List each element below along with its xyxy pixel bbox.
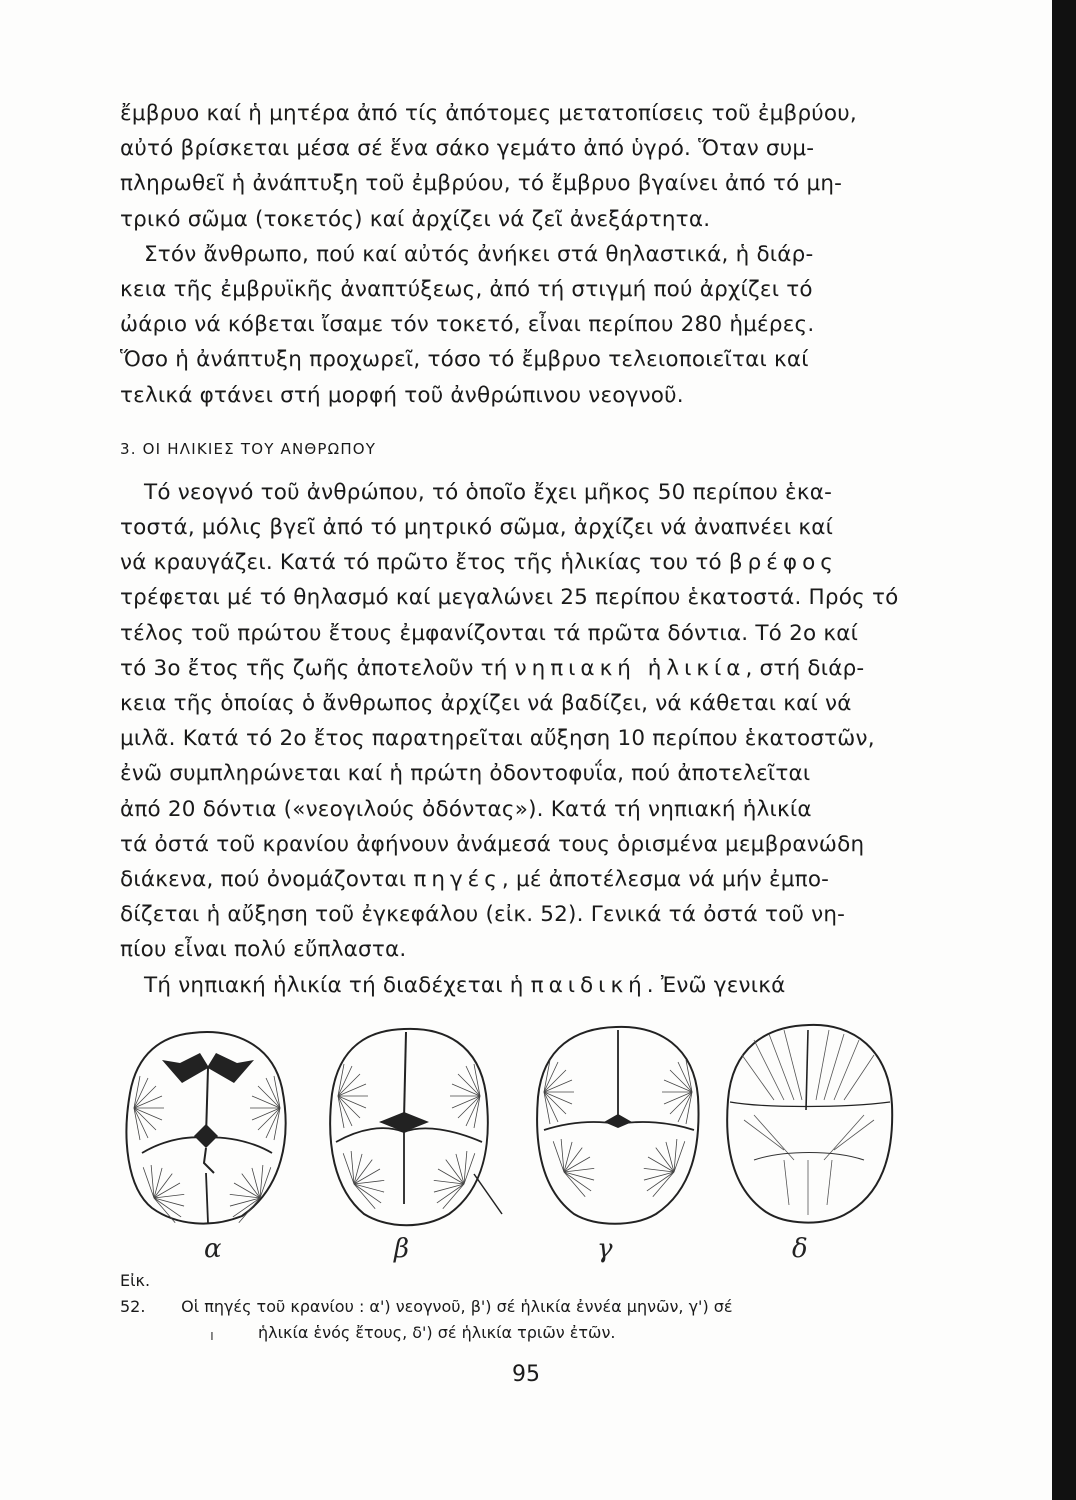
text-line: δίζεται ἡ αὔξηση τοῦ ἐγκεφάλου (εἰκ. 52). Γενικά τά ὀστά τοῦ νη- bbox=[120, 902, 846, 928]
skull-alpha bbox=[126, 1032, 285, 1226]
skull-figure bbox=[112, 1020, 922, 1264]
text-line: νά κραυγάζει. Κατά τό πρῶτο ἔτος τῆς ἡλικίας του τό bbox=[120, 550, 729, 576]
text-line: ὠάριο νά κόβεται ἴσαμε τόν τοκετό, εἶναι περίπου 280 ἡμέρες. bbox=[120, 312, 815, 338]
skull-drawings bbox=[112, 1020, 922, 1235]
figure-label-gamma: γ bbox=[597, 1234, 613, 1264]
body-text bbox=[120, 96, 910, 1003]
page-number: 95 bbox=[512, 1362, 540, 1387]
skull-gamma bbox=[537, 1027, 698, 1224]
text-line: τοστά, μόλις βγεῖ ἀπό τό μητρικό σῶμα, ἀρχίζει νά ἀναπνέει καί bbox=[120, 515, 834, 541]
term-brefos: βρέφος bbox=[728, 550, 838, 576]
text-line: Τή νηπιακή ἡλικία τή διαδέχεται ἡ bbox=[144, 972, 531, 998]
text-line: ἔμβρυο καί ἡ μητέρα ἀπό τίς ἀπότομες μετατοπίσεις τοῦ ἐμβρύου, bbox=[120, 101, 857, 126]
text-line: τό 3ο ἔτος τῆς ζωῆς ἀποτελοῦν τή bbox=[120, 655, 515, 681]
text-line: κεια τῆς ἐμβρυϊκῆς ἀναπτύξεως, ἀπό τή στιγμή πού ἀρχίζει τό bbox=[120, 277, 813, 303]
term-paidiki: παιδική bbox=[530, 972, 647, 998]
text-line: κεια τῆς ὁποίας ὁ ἄνθρωπος ἀρχίζει νά βαδίζει, νά κάθεται καί νά bbox=[120, 691, 852, 717]
figure-label-beta: β bbox=[394, 1234, 410, 1264]
figure-caption bbox=[120, 1268, 920, 1346]
paragraph-3 bbox=[120, 475, 910, 968]
paragraph-1 bbox=[120, 96, 910, 237]
text-line: ἀπό 20 δόντια («νεογιλούς ὀδόντας»). Κατά τή νηπιακή ἡλικία bbox=[120, 796, 812, 822]
caption-number: Εἰκ. 52. bbox=[120, 1271, 151, 1316]
paragraph-4 bbox=[120, 968, 910, 1003]
text-line: , μέ ἀποτέλεσμα νά μήν ἐμπο- bbox=[501, 867, 830, 893]
text-line: αὐτό βρίσκεται μέσα σέ ἕνα σάκο γεμάτο ἀπό ὑγρό. Ὅταν συμ- bbox=[120, 136, 815, 162]
text-line: Στόν ἄνθρωπο, πού καί αὐτός ἀνήκει στά θηλαστικά, ἡ διάρ- bbox=[144, 241, 814, 267]
term-piges: πηγές bbox=[413, 867, 502, 893]
text-line: . Ἐνῶ γενικά bbox=[646, 972, 786, 998]
scan-mark: ı bbox=[210, 1328, 214, 1344]
skull-beta bbox=[330, 1029, 502, 1225]
skull-delta bbox=[727, 1025, 892, 1223]
caption-line-2: ἡλικία ἑνός ἔτους, δ') σέ ἡλικία τριῶν ἐτῶν. bbox=[258, 1323, 616, 1342]
text-line: τελικά φτάνει στή μορφή τοῦ ἀνθρώπινου νεογνοῦ. bbox=[120, 382, 684, 408]
text-line: Ὅσο ἡ ἀνάπτυξη προχωρεῖ, τόσο τό ἔμβρυο τελειοποιεῖται καί bbox=[120, 347, 809, 373]
caption-line-1: Οἱ πηγές τοῦ κρανίου : α') νεογνοῦ, β') σέ ἡλικία ἐννέα μηνῶν, γ') σέ bbox=[181, 1297, 733, 1316]
text-line: τά ὀστά τοῦ κρανίου ἀφήνουν ἀνάμεσά τους ὁρισμένα μεμβρανώδη bbox=[120, 831, 865, 857]
text-line: τρικό σῶμα (τοκετός) καί ἀρχίζει νά ζεῖ ἀνεξάρτητα. bbox=[120, 206, 711, 232]
text-line: μιλᾶ. Κατά τό 2ο ἔτος παρατηρεῖται αὔξηση 10 περίπου ἑκατοστῶν, bbox=[120, 726, 875, 752]
text-line: , στή διάρ- bbox=[745, 655, 865, 681]
paragraph-2 bbox=[120, 237, 910, 413]
text-line: πίου εἶναι πολύ εὔπλαστα. bbox=[120, 937, 407, 963]
text-line: τρέφεται μέ τό θηλασμό καί μεγαλώνει 25 περίπου ἑκατοστά. Πρός τό bbox=[120, 585, 899, 611]
section-heading: 3. ΟΙ ΗΛΙΚΙΕΣ ΤΟΥ ΑΝΘΡΩΠΟΥ bbox=[120, 439, 377, 458]
term-nipiaki-ilikia: νηπιακή ἡλικία bbox=[514, 655, 746, 681]
text-line: ἐνῶ συμπληρώνεται καί ἡ πρώτη ὀδοντοφυΐα, πού ἀποτελεῖται bbox=[120, 761, 811, 787]
text-line: Τό νεογνό τοῦ ἀνθρώπου, τό ὁποῖο ἔχει μῆκος 50 περίπου ἑκα- bbox=[144, 479, 833, 505]
text-line: διάκενα, πού ὀνομάζονται bbox=[120, 867, 414, 893]
text-line: τέλος τοῦ πρώτου ἔτους ἐμφανίζονται τά πρῶτα δόντια. Τό 2ο καί bbox=[120, 620, 859, 646]
figure-label-alpha: α bbox=[204, 1234, 222, 1264]
figure-label-delta: δ bbox=[792, 1234, 808, 1264]
scan-edge-right bbox=[1052, 0, 1076, 1500]
text-line: πληρωθεῖ ἡ ἀνάπτυξη τοῦ ἐμβρύου, τό ἔμβρυο βγαίνει ἀπό τό μη- bbox=[120, 171, 843, 197]
